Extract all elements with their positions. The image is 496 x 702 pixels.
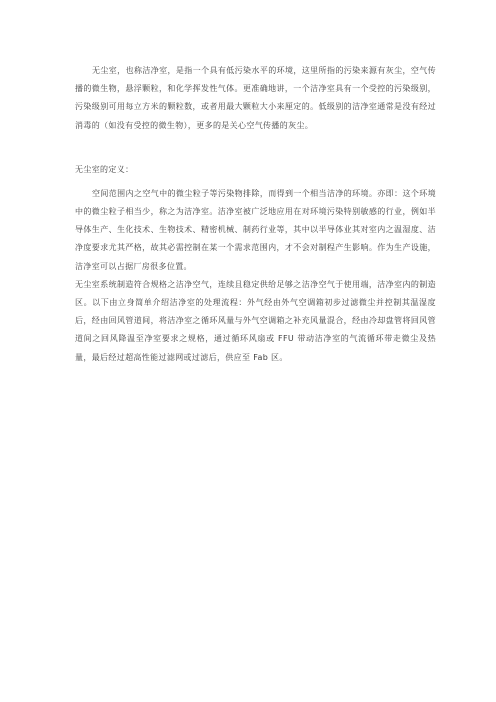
definition-heading: 无尘室的定义： [75,164,134,174]
intro-paragraph: 无尘室，也称洁净室，是指一个具有低污染水平的环境，这里所指的污染来源有灰尘，空气传播的微生物，悬浮颗粒，和化学挥发性气体。更准确地讲，一个洁净室具有一个受控的污染级别，污染级别可用每立方米的颗粒数，或者用最大颗粒大小来厘定的。低级别的洁净室通常是没有经过消毒的（如没有受控的微生物），更多的是关心空气传播的灰尘。 [75,66,436,130]
definition-paragraph: 空间范围内之空气中的微尘粒子等污染物排除，而得到一个相当洁净的环境。亦即：这个环境中的微尘粒子相当少，称之为洁净室。洁净室被广泛地应用在对环境污染特别敏感的行业，例如半导体生产、生化技术、生物技术、精密机械、制药行业等，其中以半导体业其对室内之温湿度、洁净度要求尤其严格，故其必需控制在某一个需求范围内，才不会对制程产生影响。作为生产设施，洁净室可以占据厂房很多位置。 [75,188,436,271]
system-paragraph: 无尘室系统制造符合规格之洁净空气，连续且稳定供给足够之洁净空气于使用端，洁净室内的制造区。以下由立身简单介绍洁净室的处理流程：外气经由外气空调箱初步过滤微尘并控制其温湿度后，经由回风管道间，将洁净室之循环风量与外气空调箱之补充风量混合，经由冷却盘管将回风管道间之回风降温至净室要求之规格，通过循环风扇或 FFU 带动洁净室的气流循环带走微尘及热量，最后经过超高性能过滤网或过滤后，供应至 Fab 区。 [75,279,436,362]
